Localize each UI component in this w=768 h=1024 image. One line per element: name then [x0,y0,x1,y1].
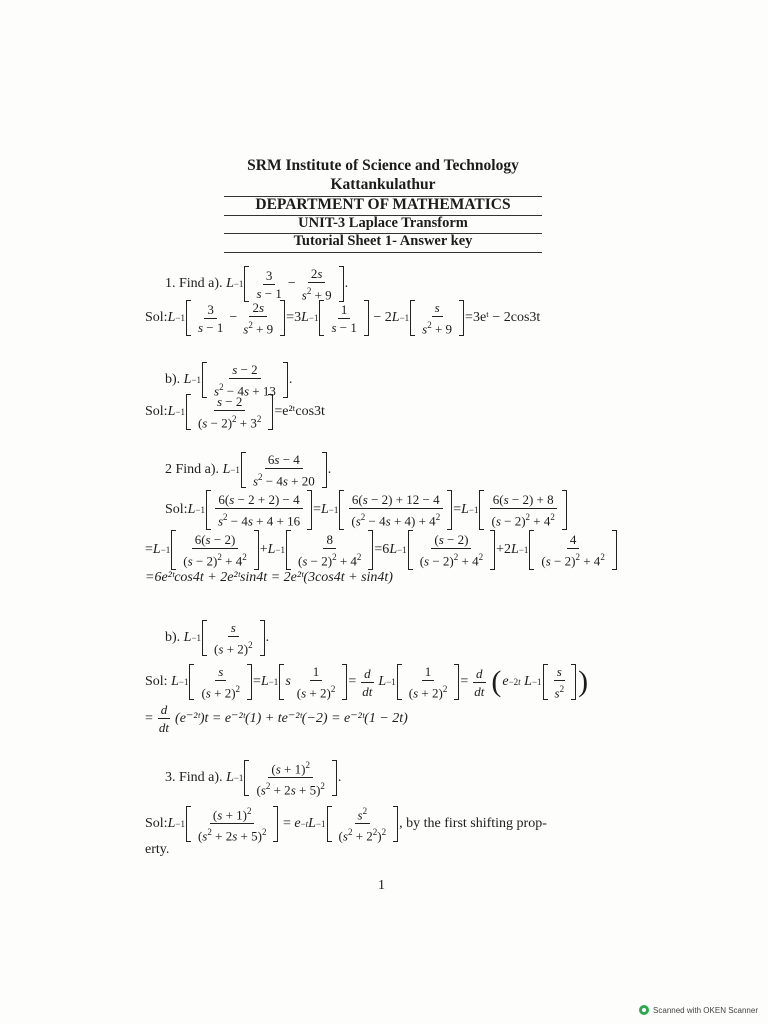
question-1b: b). L −1 $\frac{s - 2}{s^2 - 4s + 13}$ . [165,362,293,399]
sol-label: Sol: [145,310,168,326]
sheet-title: Tutorial Sheet 1- Answer key [293,233,473,249]
solution-1a: Sol: L −1 $\frac{3}{s - 1}$ − $\frac{2s}{s^2 + 9}$ =3 L −1 $\frac{1}{s - 1}$ − 2 L −1 $\frac{s}{s^2 + 9}$ =3eᵗ − 2cos3t [145,300,541,337]
question-label: 2 Find a). [165,462,220,478]
solution-result: =3eᵗ − 2cos3t [465,310,541,326]
question-label: 3. Find a). [165,769,223,785]
campus-name: Kattankulathur [330,176,436,193]
final-result: (e⁻²ᵗ)t = e⁻²ᵗ(1) + te⁻²ᵗ(−2) = e⁻²ᵗ(1 − 2t) [175,711,408,726]
unit-title: UNIT-3 Laplace Transform [298,215,468,231]
solution-3a: Sol: L −1 $\frac{(s + 1)^2}{(s^2 + 2s + 5)^2}$ = e −t L −1 $\frac{s^2}{(s^2 + 2^2)^2}$ , by the first shifting prop- [145,806,547,844]
question-2a: 2 Find a). L −1 $\frac{6s - 4}{s^2 - 4s + 20}$ . [165,452,332,489]
question-1a: 1. Find a). L −1 $\frac{3}{s - 1}$ − $\frac{2s}{s^2 + 9}$ . [165,266,349,303]
sol-label: Sol: [145,404,168,420]
page-number: 1 [378,878,385,893]
scanner-label: Scanned with OKEN Scanner [653,1005,758,1015]
solution-2b-line-2: = $\frac{d}{dt}$ (e⁻²ᵗ)t = e⁻²ᵗ(1) + te⁻²ᵗ(−2) = e⁻²ᵗ(1 − 2t) [145,702,408,735]
shifting-note: , by the first shifting prop- [399,815,547,831]
scanner-watermark [639,1005,758,1015]
solution-3a-cont [145,842,169,858]
institute-name: SRM Institute of Science and Technology [247,157,519,174]
final-result: =6e²ᵗcos4t + 2e²ᵗsin4t = 2e²ᵗ(3cos4t + sin4t) [145,570,393,585]
sol-label: Sol: [145,674,168,690]
solution-2a-final [145,570,393,586]
question-3a: 3. Find a). L −1 $\frac{(s + 1)^2}{(s^2 + 2s + 5)^2}$ . [165,760,342,798]
sol-label: Sol: [165,502,188,517]
sol-label: Sol: [145,815,168,831]
header-rule [224,252,542,253]
scanner-logo-icon [639,1005,649,1015]
question-2b: b). L −1 $\frac{s}{(s + 2)^2}$ . [165,620,270,657]
question-label: 1. Find a). [165,276,223,292]
solution-2b-line-1: Sol: L −1 $\frac{s}{(s + 2)^2}$ = L −1 s $\frac{1}{(s + 2)^2}$ = $\frac{d}{dt}$ L −1 $\frac{1}{(s + 2)^2}$ = $\frac{d}{dt}$ ( e −2t L −1 $\frac{s}{s^2}$ ) [145,664,589,701]
question-label: b). [165,372,181,388]
solution-2a-line-1: Sol: L −1 $\frac{6(s - 2 + 2) - 4}{s^2 - 4s + 4 + 16}$ = L −1 $\frac{6(s - 2) + 12 - 4}{(s^2 - 4s + 4) + 4^2}$ = L −1 $\frac{6(s - 2) + 8}{(s - 2)^2 + 4^2}$ [165,490,568,530]
shifting-note-cont: erty. [145,842,170,857]
solution-result: =e²ᵗcos3t [274,404,325,420]
department-title: DEPARTMENT OF MATHEMATICS [255,196,511,213]
solution-2a-line-2: = L −1 $\frac{6(s - 2)}{(s - 2)^2 + 4^2}$ + L −1 $\frac{8}{(s - 2)^2 + 4^2}$ =6 L −1 $\frac{(s - 2)}{(s - 2)^2 + 4^2}$ +2 L −1 $\frac{4}{(s - 2)^2 + 4^2}$ [145,530,618,570]
solution-1b: Sol: L −1 $\frac{s - 2}{(s - 2)^2 + 3^2}$ =e²ᵗcos3t [145,394,325,431]
question-label: b). [165,630,181,646]
